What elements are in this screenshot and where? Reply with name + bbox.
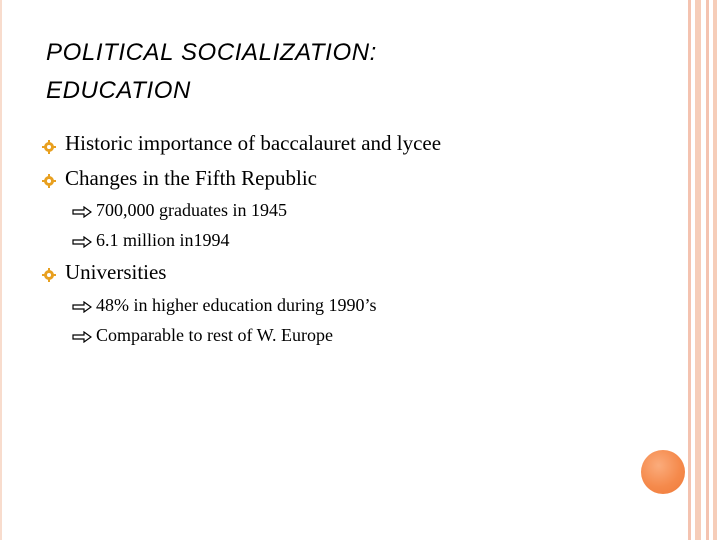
sub-bullet-comparable-europe: Comparable to rest of W. Europe (96, 325, 333, 345)
gear-bullet-icon (42, 174, 56, 188)
bullet-historic-importance: Historic importance of baccalauret and lycee (65, 131, 442, 155)
arrow-bullet-icon (72, 206, 92, 218)
sub-bullet-graduates-1945: 700,000 graduates in 1945 (96, 200, 287, 220)
decorative-stripe (695, 0, 701, 540)
decorative-stripe (688, 0, 691, 540)
left-edge-rule (0, 0, 2, 540)
slide-title (46, 34, 646, 110)
arrow-bullet-icon (72, 301, 92, 313)
gear-bullet-icon (42, 140, 56, 154)
arrow-bullet-icon (72, 236, 92, 248)
title-line-1: POLITICAL SOCIALIZATION: (46, 39, 377, 66)
bullet-fifth-republic: Changes in the Fifth Republic (65, 166, 317, 190)
decorative-orange-circle (641, 450, 685, 494)
sub-bullet-million-1994: 6.1 million in1994 (96, 230, 230, 250)
title-line-2: EDUCATION (46, 77, 191, 104)
bullet-universities: Universities (65, 260, 167, 284)
gear-bullet-icon (42, 268, 56, 282)
sub-bullet-higher-education: 48% in higher education during 1990’s (96, 295, 377, 315)
arrow-bullet-icon (72, 331, 92, 343)
decorative-stripe (713, 0, 717, 540)
decorative-stripe (706, 0, 709, 540)
